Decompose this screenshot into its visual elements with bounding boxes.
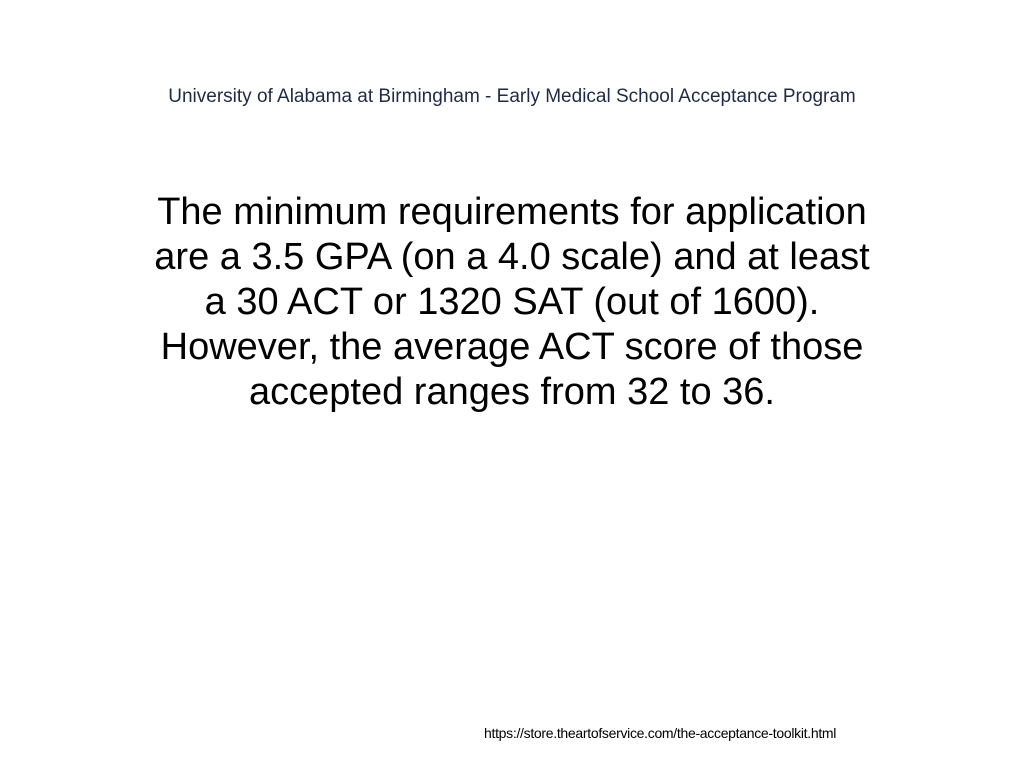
body-line: are a 3.5 GPA (on a 4.0 scale) and at least xyxy=(154,236,870,278)
source-link[interactable]: https://store.theartofservice.com/the-acceptance-toolkit.html xyxy=(484,725,837,741)
body-line: However, the average ACT score of those xyxy=(160,326,864,368)
body-line: accepted ranges from 32 to 36. xyxy=(249,371,775,413)
slide-body-text xyxy=(80,190,944,415)
slide-title: University of Alabama at Birmingham - Early Medical School Acceptance Program xyxy=(168,86,856,107)
body-line: The minimum requirements for application xyxy=(157,191,867,233)
body-line: a 30 ACT or 1320 SAT (out of 1600). xyxy=(204,281,820,323)
